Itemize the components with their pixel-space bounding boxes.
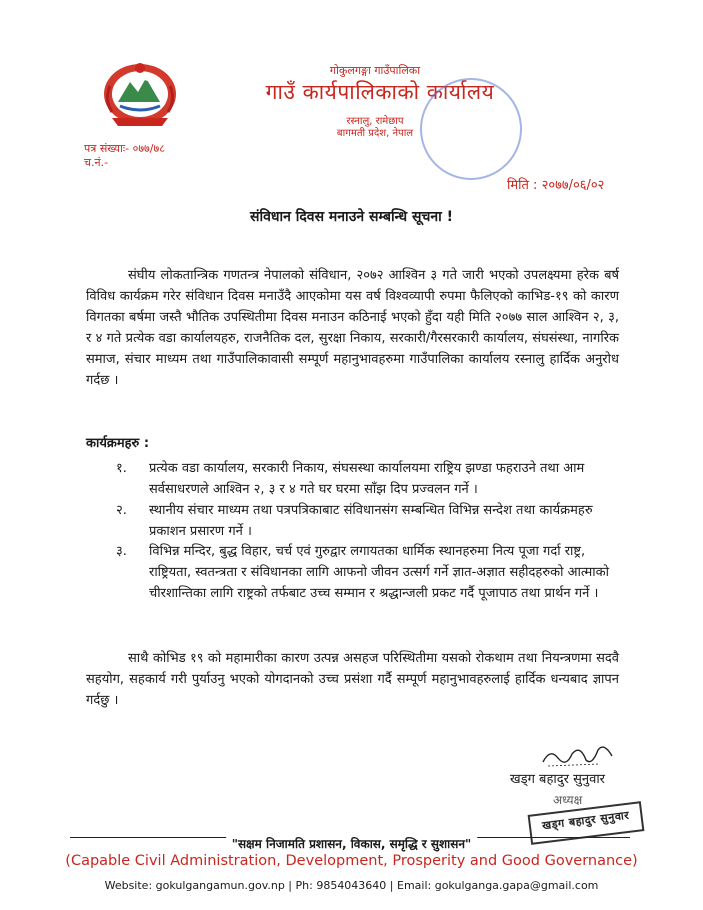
program-item-text: स्थानीय संचार माध्यम तथा पत्रपत्रिकाबाट संविधानसंग सम्बन्धित विभिन्न सन्देश तथा कार्यक्रमहरु प्रकाशन प्रसारण गर्ने । (149, 503, 593, 539)
programs-heading: कार्यक्रमहरु : (86, 436, 150, 451)
footer-slogan-english: (Capable Civil Administration, Development, Prosperity and Good Governance) (65, 853, 638, 869)
program-item-number: २. (116, 503, 127, 518)
office-address-line1: रस्नालु, रामेछाप (346, 116, 404, 127)
handwritten-signature (540, 740, 615, 770)
program-item (116, 500, 626, 544)
program-item-number: ३. (116, 544, 127, 559)
office-seal-stamp (420, 78, 522, 180)
footer-slogan-nepali: "सक्षम निजामति प्रशासन, विकास, समृद्धि र सुशासन" (226, 835, 478, 852)
program-item-number: १. (116, 461, 127, 476)
office-address-line2: बागमती प्रदेश, नेपाल (336, 128, 414, 139)
body-paragraph-2: साथै कोभिड १९ को महामारीका कारण उत्पन्न असहज परिस्थितीमा यसको रोकथाम तथा नियन्त्रणमा सदवै सहयोग, सहकार्य गरी पुर्याउनु भएको योगदानको उच्च प्रसंशा गर्दै सम्पूर्ण महानुभावहरुलाई हार्दिक धन्यबाद ज्ञापन गर्दछु । (86, 651, 619, 708)
letter-date: मिति : २०७७/०६/०२ (507, 178, 605, 193)
program-item-text: विभिन्न मन्दिर, बुद्ध विहार, चर्च एवं गुरुद्वार लगायतका धार्मिक स्थानहरुमा नित्य पूजा गर्दा राष्ट्र, राष्ट्रियता, स्वतन्त्रता र संविधानका लागि आफनो जीवन उत्सर्ग गर्ने ज्ञात-अज्ञात सहीदहरुको आत्माको चीरशान्तिका लागि राष्ट्रको तर्फबाट उच्च सम्मान र श्रद्धान्जली प्रकट गर्दै पूजापाठ तथा प्रार्थन गर्ने । (149, 544, 610, 601)
dispatch-number: च.नं.- (84, 156, 109, 169)
footer-contact: Website: gokulgangamun.gov.np | Ph: 9854043640 | Email: gokulganga.gapa@gmail.com (104, 879, 599, 892)
program-item (116, 541, 626, 629)
name-stamp: खड्ग बहादुर सुनुवार (528, 801, 645, 845)
letter-reference-number: पत्र संख्याः- ०७७/७८ (84, 142, 165, 155)
notice-subject: संविधान दिवस मनाउने सम्बन्धि सूचना ! (249, 209, 454, 225)
office-title: गाउँ कार्यपालिकाको कार्यालय (265, 80, 495, 104)
municipality-name: गोकुलगङ्गा गाउँपालिका (329, 64, 421, 77)
nepal-coat-of-arms-icon (98, 56, 182, 130)
signatory-designation: अध्यक्ष (553, 793, 583, 807)
body-paragraph-1: संघीय लोकतान्त्रिक गणतन्त्र नेपालको संविधान, २०७२ आश्विन ३ गते जारी भएको उपलक्ष्यमा हरेक बर्ष विविध कार्यक्रम गरेर संविधान दिवस मनाउँदै आएकोमा यस वर्ष विश्वव्यापी रुपमा फैलिएको काभिड-१९ को कारण विगतका बर्षमा जस्तै भौतिक उपस्थितीमा दिवस मनाउन कठिनाई भएको हुँदा यही मिति २०७७ साल आश्विन २, ३, र ४ गते प्रत्येक वडा कार्यालयहरु, राजनैतिक दल, सुरक्षा निकाय, सरकारी/गैरसरकारी कार्यालय, संघसंस्था, नागरिक समाज, संचार माध्यम तथा गाउँपालिकावासी सम्पूर्ण महानुभावहरुमा गाउँपालिका कार्यालय रस्नालु हार्दिक अनुरोध गर्दछ । (86, 268, 619, 388)
signatory-name: खड्ग बहादुर सुनुवार (510, 772, 606, 787)
program-item-text: प्रत्येक वडा कार्यालय, सरकारी निकाय, संघसस्था कार्यालयमा राष्ट्रिय झण्डा फहराउने तथा आम सर्वसाधरणले आश्विन २, ३ र ४ गते घर घरमा साँझ दिप प्रज्वलन गर्ने । (149, 461, 585, 497)
